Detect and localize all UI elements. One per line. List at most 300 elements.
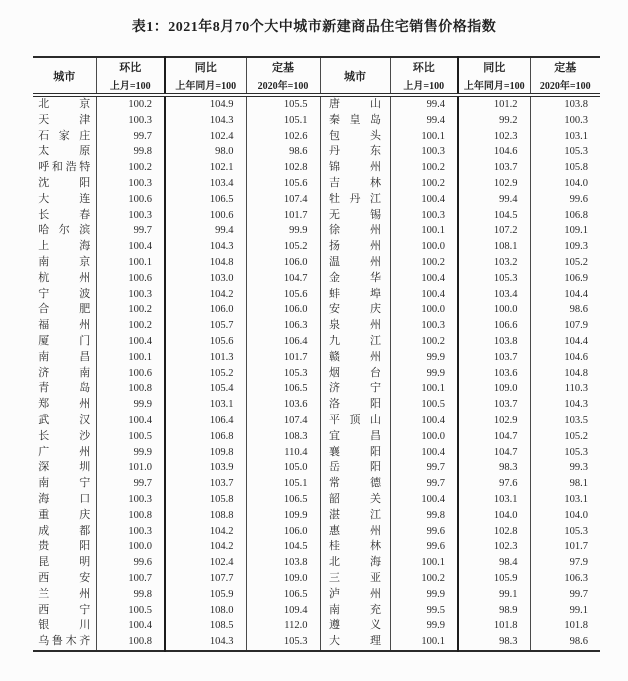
value-cell: 100.3 xyxy=(390,144,458,160)
value-cell: 105.2 xyxy=(530,429,600,445)
header-city-right: 城市 xyxy=(320,57,390,95)
value-cell: 103.7 xyxy=(458,350,530,366)
city-name: 宁 波 xyxy=(38,287,91,300)
city-name: 大 连 xyxy=(38,192,91,205)
city-name: 惠 州 xyxy=(329,524,381,537)
city-cell xyxy=(320,287,390,303)
city-name: 锦 州 xyxy=(329,161,381,174)
city-cell xyxy=(320,524,390,540)
value-cell: 106.0 xyxy=(246,524,320,540)
price-index-table xyxy=(33,56,600,652)
table-row xyxy=(33,271,600,287)
value-cell: 106.0 xyxy=(165,302,246,318)
value-cell: 105.3 xyxy=(246,366,320,382)
value-cell: 104.0 xyxy=(530,508,600,524)
value-cell: 102.4 xyxy=(165,555,246,571)
value-cell: 99.5 xyxy=(390,603,458,619)
value-cell: 100.4 xyxy=(96,334,165,350)
city-cell xyxy=(33,113,96,129)
value-cell: 98.6 xyxy=(530,634,600,651)
table-row xyxy=(33,318,600,334)
value-cell: 109.3 xyxy=(530,239,600,255)
value-cell: 98.6 xyxy=(530,302,600,318)
city-cell xyxy=(33,160,96,176)
value-cell: 105.2 xyxy=(246,239,320,255)
city-name: 平 顶 山 xyxy=(329,413,381,426)
value-cell: 105.8 xyxy=(530,160,600,176)
value-cell: 100.4 xyxy=(390,192,458,208)
city-name: 昆 明 xyxy=(38,556,91,569)
value-cell: 100.4 xyxy=(390,287,458,303)
value-cell: 104.5 xyxy=(458,208,530,224)
city-name: 北 海 xyxy=(329,556,381,569)
city-name: 南 宁 xyxy=(38,477,91,490)
value-cell: 102.8 xyxy=(458,524,530,540)
value-cell: 104.7 xyxy=(458,429,530,445)
value-cell: 109.9 xyxy=(246,508,320,524)
value-cell: 100.0 xyxy=(458,302,530,318)
value-cell: 100.0 xyxy=(390,239,458,255)
city-cell xyxy=(33,539,96,555)
value-cell: 100.3 xyxy=(96,113,165,129)
value-cell: 100.3 xyxy=(96,176,165,192)
value-cell: 99.9 xyxy=(96,445,165,461)
city-cell xyxy=(33,208,96,224)
city-name: 桂 林 xyxy=(329,540,381,553)
value-cell: 105.9 xyxy=(458,571,530,587)
value-cell: 100.7 xyxy=(96,571,165,587)
value-cell: 107.4 xyxy=(246,192,320,208)
value-cell: 101.3 xyxy=(165,350,246,366)
table-row xyxy=(33,255,600,271)
value-cell: 103.4 xyxy=(458,287,530,303)
city-name: 遵 义 xyxy=(329,619,381,632)
value-cell: 107.4 xyxy=(246,413,320,429)
city-name: 无 锡 xyxy=(329,208,381,221)
value-cell: 112.0 xyxy=(246,618,320,634)
city-cell xyxy=(33,255,96,271)
value-cell: 109.1 xyxy=(530,223,600,239)
city-name: 湛 江 xyxy=(329,508,381,521)
table-body xyxy=(33,95,600,651)
table-row xyxy=(33,208,600,224)
city-name: 杭 州 xyxy=(38,271,91,284)
city-cell xyxy=(33,271,96,287)
value-cell: 99.7 xyxy=(96,129,165,145)
city-cell xyxy=(33,571,96,587)
city-name: 郑 州 xyxy=(38,398,91,411)
table-row xyxy=(33,492,600,508)
value-cell: 105.1 xyxy=(246,113,320,129)
city-cell xyxy=(320,255,390,271)
value-cell: 99.8 xyxy=(96,587,165,603)
table-row xyxy=(33,508,600,524)
value-cell: 100.0 xyxy=(390,302,458,318)
value-cell: 103.9 xyxy=(165,460,246,476)
city-name: 蚌 埠 xyxy=(329,287,381,300)
city-name: 扬 州 xyxy=(329,240,381,253)
subheader-fixed-left: 2020年=100 xyxy=(246,76,320,95)
value-cell: 100.1 xyxy=(390,555,458,571)
value-cell: 100.3 xyxy=(530,113,600,129)
value-cell: 107.7 xyxy=(165,571,246,587)
table-row xyxy=(33,302,600,318)
city-cell xyxy=(33,460,96,476)
value-cell: 100.3 xyxy=(96,492,165,508)
value-cell: 103.5 xyxy=(530,413,600,429)
city-name: 天 津 xyxy=(38,113,91,126)
value-cell: 104.2 xyxy=(165,539,246,555)
subheader-fixed-right: 2020年=100 xyxy=(530,76,600,95)
value-cell: 106.4 xyxy=(246,334,320,350)
city-name: 广 州 xyxy=(38,445,91,458)
value-cell: 100.1 xyxy=(96,350,165,366)
value-cell: 100.4 xyxy=(96,239,165,255)
value-cell: 99.6 xyxy=(530,192,600,208)
value-cell: 106.6 xyxy=(458,318,530,334)
city-cell xyxy=(320,539,390,555)
city-cell xyxy=(320,381,390,397)
value-cell: 100.8 xyxy=(96,634,165,651)
city-cell xyxy=(33,618,96,634)
value-cell: 104.3 xyxy=(530,397,600,413)
city-name: 唐 山 xyxy=(329,98,381,110)
value-cell: 103.8 xyxy=(458,334,530,350)
city-cell xyxy=(320,350,390,366)
city-cell xyxy=(320,571,390,587)
header-fixed-right: 定基 xyxy=(530,57,600,76)
value-cell: 104.4 xyxy=(530,287,600,303)
table-row xyxy=(33,381,600,397)
page-title: 表1：2021年8月70个大中城市新建商品住宅销售价格指数 xyxy=(131,20,497,35)
value-cell: 105.6 xyxy=(246,287,320,303)
city-name: 洛 阳 xyxy=(329,398,381,411)
city-name: 北 京 xyxy=(38,98,91,110)
value-cell: 104.7 xyxy=(458,445,530,461)
value-cell: 104.3 xyxy=(165,113,246,129)
city-cell xyxy=(320,192,390,208)
value-cell: 104.5 xyxy=(246,539,320,555)
city-name: 哈 尔 滨 xyxy=(38,224,91,237)
city-name: 海 口 xyxy=(38,492,91,505)
value-cell: 99.4 xyxy=(458,192,530,208)
city-name: 乌 鲁 木 齐 xyxy=(38,635,91,648)
value-cell: 99.7 xyxy=(390,460,458,476)
header-row-groups xyxy=(33,57,600,76)
value-cell: 105.3 xyxy=(530,524,600,540)
header-mom-left: 环比 xyxy=(96,57,165,76)
city-cell xyxy=(33,287,96,303)
value-cell: 100.3 xyxy=(96,208,165,224)
table-row xyxy=(33,366,600,382)
value-cell: 102.9 xyxy=(458,413,530,429)
value-cell: 102.3 xyxy=(458,539,530,555)
city-cell xyxy=(33,429,96,445)
value-cell: 106.8 xyxy=(165,429,246,445)
city-cell xyxy=(33,492,96,508)
value-cell: 100.2 xyxy=(390,334,458,350)
table-row xyxy=(33,192,600,208)
city-cell xyxy=(33,381,96,397)
value-cell: 108.0 xyxy=(165,603,246,619)
value-cell: 102.4 xyxy=(165,129,246,145)
value-cell: 107.9 xyxy=(530,318,600,334)
city-cell xyxy=(33,129,96,145)
city-cell xyxy=(33,587,96,603)
table-row xyxy=(33,287,600,303)
value-cell: 110.3 xyxy=(530,381,600,397)
value-cell: 101.2 xyxy=(458,95,530,113)
value-cell: 104.4 xyxy=(530,334,600,350)
value-cell: 106.3 xyxy=(530,571,600,587)
city-cell xyxy=(320,366,390,382)
value-cell: 109.4 xyxy=(246,603,320,619)
city-cell xyxy=(320,208,390,224)
value-cell: 105.3 xyxy=(246,634,320,651)
city-name: 太 原 xyxy=(38,145,91,158)
value-cell: 103.8 xyxy=(530,95,600,113)
table-row xyxy=(33,539,600,555)
value-cell: 110.4 xyxy=(246,445,320,461)
city-cell xyxy=(33,445,96,461)
value-cell: 105.3 xyxy=(530,144,600,160)
value-cell: 106.8 xyxy=(530,208,600,224)
value-cell: 100.5 xyxy=(96,429,165,445)
city-name: 合 肥 xyxy=(38,303,91,316)
city-name: 济 宁 xyxy=(329,382,381,395)
value-cell: 100.4 xyxy=(96,413,165,429)
table-row xyxy=(33,113,600,129)
value-cell: 103.7 xyxy=(165,476,246,492)
city-cell xyxy=(33,603,96,619)
value-cell: 100.2 xyxy=(96,95,165,113)
city-cell xyxy=(320,397,390,413)
value-cell: 105.4 xyxy=(165,381,246,397)
table-row xyxy=(33,160,600,176)
value-cell: 100.1 xyxy=(390,381,458,397)
value-cell: 100.2 xyxy=(96,302,165,318)
value-cell: 98.3 xyxy=(458,460,530,476)
city-cell xyxy=(320,223,390,239)
value-cell: 99.4 xyxy=(165,223,246,239)
city-cell xyxy=(33,192,96,208)
value-cell: 105.3 xyxy=(530,445,600,461)
value-cell: 98.9 xyxy=(458,603,530,619)
value-cell: 100.5 xyxy=(390,397,458,413)
value-cell: 100.6 xyxy=(165,208,246,224)
value-cell: 106.5 xyxy=(246,492,320,508)
city-cell xyxy=(33,176,96,192)
value-cell: 99.9 xyxy=(390,366,458,382)
city-name: 西 安 xyxy=(38,571,91,584)
city-name: 包 头 xyxy=(329,129,381,142)
value-cell: 100.3 xyxy=(390,208,458,224)
table-row xyxy=(33,350,600,366)
value-cell: 100.0 xyxy=(390,429,458,445)
value-cell: 99.7 xyxy=(96,476,165,492)
value-cell: 105.2 xyxy=(165,366,246,382)
city-name: 赣 州 xyxy=(329,350,381,363)
city-name: 秦 皇 岛 xyxy=(329,113,381,126)
value-cell: 100.1 xyxy=(96,255,165,271)
value-cell: 100.2 xyxy=(390,160,458,176)
city-name: 上 海 xyxy=(38,240,91,253)
value-cell: 100.1 xyxy=(390,129,458,145)
table-row xyxy=(33,571,600,587)
value-cell: 99.8 xyxy=(390,508,458,524)
value-cell: 103.1 xyxy=(458,492,530,508)
value-cell: 99.4 xyxy=(390,113,458,129)
city-cell xyxy=(320,618,390,634)
value-cell: 98.4 xyxy=(458,555,530,571)
value-cell: 99.1 xyxy=(458,587,530,603)
value-cell: 105.7 xyxy=(165,318,246,334)
city-name: 济 南 xyxy=(38,366,91,379)
value-cell: 99.9 xyxy=(246,223,320,239)
city-name: 岳 阳 xyxy=(329,461,381,474)
city-cell xyxy=(320,334,390,350)
value-cell: 99.1 xyxy=(530,603,600,619)
city-cell xyxy=(320,508,390,524)
city-name: 烟 台 xyxy=(329,366,381,379)
table-row xyxy=(33,95,600,113)
value-cell: 100.1 xyxy=(390,634,458,651)
value-cell: 98.6 xyxy=(246,144,320,160)
city-cell xyxy=(320,413,390,429)
city-cell xyxy=(320,176,390,192)
value-cell: 104.9 xyxy=(165,95,246,113)
city-name: 安 庆 xyxy=(329,303,381,316)
subheader-yoy-left: 上年同月=100 xyxy=(165,76,246,95)
city-cell xyxy=(33,95,96,113)
city-name: 武 汉 xyxy=(38,413,91,426)
city-name: 石 家 庄 xyxy=(38,129,91,142)
table-row xyxy=(33,618,600,634)
city-name: 丹 东 xyxy=(329,145,381,158)
value-cell: 99.7 xyxy=(530,587,600,603)
value-cell: 101.7 xyxy=(246,350,320,366)
value-cell: 106.5 xyxy=(165,192,246,208)
value-cell: 100.4 xyxy=(390,445,458,461)
table-row xyxy=(33,476,600,492)
city-name: 宜 昌 xyxy=(329,429,381,442)
value-cell: 100.4 xyxy=(96,618,165,634)
city-cell xyxy=(33,476,96,492)
value-cell: 105.9 xyxy=(165,587,246,603)
value-cell: 100.8 xyxy=(96,381,165,397)
value-cell: 97.9 xyxy=(530,555,600,571)
city-cell xyxy=(320,429,390,445)
header-city-left: 城市 xyxy=(33,57,96,95)
city-name: 厦 门 xyxy=(38,334,91,347)
city-cell xyxy=(320,492,390,508)
table-row xyxy=(33,555,600,571)
value-cell: 103.6 xyxy=(458,366,530,382)
city-name: 福 州 xyxy=(38,319,91,332)
value-cell: 99.7 xyxy=(96,223,165,239)
city-cell xyxy=(320,129,390,145)
value-cell: 100.2 xyxy=(96,160,165,176)
value-cell: 104.0 xyxy=(530,176,600,192)
value-cell: 97.6 xyxy=(458,476,530,492)
value-cell: 103.0 xyxy=(165,271,246,287)
value-cell: 104.7 xyxy=(246,271,320,287)
value-cell: 105.0 xyxy=(246,460,320,476)
city-cell xyxy=(33,223,96,239)
city-name: 西 宁 xyxy=(38,603,91,616)
city-name: 呼 和 浩 特 xyxy=(38,161,91,174)
value-cell: 106.5 xyxy=(246,587,320,603)
value-cell: 100.1 xyxy=(390,223,458,239)
city-cell xyxy=(320,144,390,160)
header-yoy-left: 同比 xyxy=(165,57,246,76)
value-cell: 104.8 xyxy=(165,255,246,271)
value-cell: 100.3 xyxy=(96,524,165,540)
table-row xyxy=(33,239,600,255)
value-cell: 104.6 xyxy=(458,144,530,160)
value-cell: 102.6 xyxy=(246,129,320,145)
value-cell: 106.5 xyxy=(246,381,320,397)
city-cell xyxy=(33,302,96,318)
value-cell: 105.1 xyxy=(246,476,320,492)
table-row xyxy=(33,524,600,540)
value-cell: 99.9 xyxy=(96,397,165,413)
city-cell xyxy=(33,334,96,350)
city-name: 长 沙 xyxy=(38,429,91,442)
city-cell xyxy=(320,603,390,619)
table-row xyxy=(33,634,600,651)
value-cell: 99.9 xyxy=(390,350,458,366)
city-name: 吉 林 xyxy=(329,176,381,189)
city-name: 南 充 xyxy=(329,603,381,616)
table-row xyxy=(33,429,600,445)
value-cell: 100.5 xyxy=(96,603,165,619)
value-cell: 100.3 xyxy=(96,287,165,303)
city-name: 三 亚 xyxy=(329,571,381,584)
city-name: 重 庆 xyxy=(38,508,91,521)
table-row xyxy=(33,129,600,145)
value-cell: 104.8 xyxy=(530,366,600,382)
city-name: 贵 阳 xyxy=(38,540,91,553)
value-cell: 99.9 xyxy=(390,618,458,634)
table-row xyxy=(33,223,600,239)
value-cell: 100.6 xyxy=(96,192,165,208)
city-name: 九 江 xyxy=(329,334,381,347)
value-cell: 100.6 xyxy=(96,366,165,382)
value-cell: 103.7 xyxy=(458,397,530,413)
city-name: 牡 丹 江 xyxy=(329,192,381,205)
value-cell: 99.3 xyxy=(530,460,600,476)
value-cell: 101.0 xyxy=(96,460,165,476)
value-cell: 100.2 xyxy=(96,318,165,334)
value-cell: 100.4 xyxy=(390,492,458,508)
value-cell: 99.6 xyxy=(390,524,458,540)
city-cell xyxy=(320,239,390,255)
value-cell: 103.1 xyxy=(530,492,600,508)
city-cell xyxy=(33,555,96,571)
value-cell: 109.0 xyxy=(246,571,320,587)
city-name: 徐 州 xyxy=(329,224,381,237)
city-cell xyxy=(320,587,390,603)
value-cell: 108.1 xyxy=(458,239,530,255)
value-cell: 109.0 xyxy=(458,381,530,397)
value-cell: 106.0 xyxy=(246,302,320,318)
city-name: 泸 州 xyxy=(329,587,381,600)
value-cell: 103.1 xyxy=(530,129,600,145)
city-name: 青 岛 xyxy=(38,382,91,395)
value-cell: 103.2 xyxy=(458,255,530,271)
value-cell: 100.2 xyxy=(390,255,458,271)
